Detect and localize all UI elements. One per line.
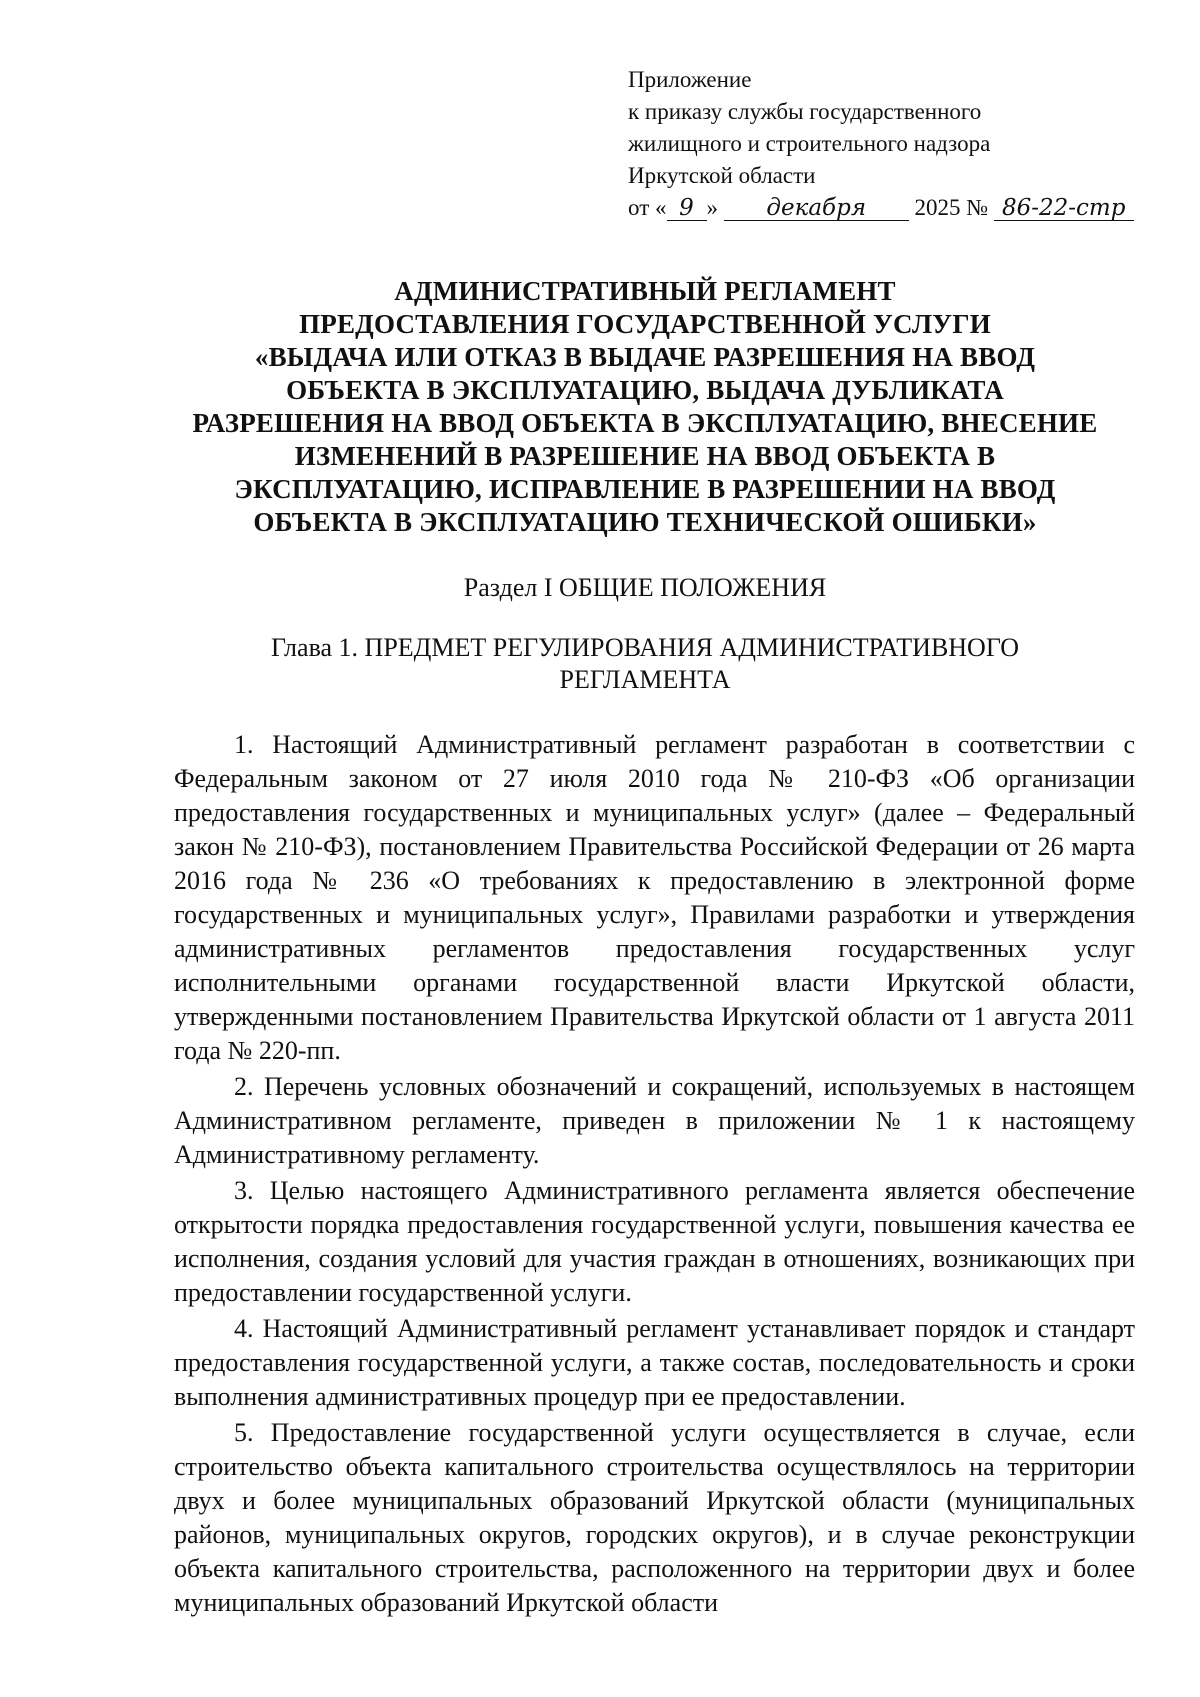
date-prefix: от « [628,195,667,220]
appendix-line: Приложение [628,67,752,92]
paragraph: 5. Предоставление государственной услуги осуществляется в случае, если строительство объекта капитального строительства осуществлялось на территории двух и более муниципальных образований Иркутской области (муниципальных районов, муниципальных округов, городских округов), и в случае реконструкции объекта капитального строительства, расположенного на территории двух и более муниципальных образований Иркутской области [174,1418,1135,1617]
title-line: ЭКСПЛУАТАЦИЮ, ИСПРАВЛЕНИЕ В РАЗРЕШЕНИИ НА ВВОД [234,474,1056,504]
year-label: 2025 № [914,195,989,220]
appendix-header [628,64,1148,224]
paragraph: 3. Целью настоящего Административного регламента является обеспечение открытости порядка предоставления государственной услуги, повышения качества ее исполнения, создания условий для участия граждан в отношениях, возникающих при предоставлении государственной услуги. [174,1176,1135,1307]
title-line: ПРЕДОСТАВЛЕНИЯ ГОСУДАРСТВЕННОЙ УСЛУГИ [299,309,991,339]
appendix-line: Иркутской области [628,163,816,188]
chapter-line: РЕГЛАМЕНТА [559,665,731,694]
paragraph: 2. Перечень условных обозначений и сокращений, используемых в настоящем Административном регламенте, приведен в приложении № 1 к настоящему Административному регламенту. [174,1072,1135,1169]
title-line: РАЗРЕШЕНИЯ НА ВВОД ОБЪЕКТА В ЭКСПЛУАТАЦИЮ, ВНЕСЕНИЕ [192,408,1098,438]
handwritten-order-number: 86-22-стр [994,196,1134,221]
title-line: АДМИНИСТРАТИВНЫЙ РЕГЛАМЕНТ [394,276,896,306]
title-line: ОБЪЕКТА В ЭКСПЛУАТАЦИЮ ТЕХНИЧЕСКОЙ ОШИБКИ» [253,507,1037,537]
chapter-heading [160,632,1130,696]
document-title [160,275,1130,539]
section-heading: Раздел I ОБЩИЕ ПОЛОЖЕНИЯ [463,573,827,602]
date-close: » [706,195,718,220]
handwritten-day: 9 [667,196,707,221]
order-date-line [628,192,1148,224]
paragraph: 1. Настоящий Административный регламент разработан в соответствии с Федеральным законом от 27 июля 2010 года № 210-ФЗ «Об организации предоставления государственных и муниципальных услуг» (далее – Федеральный закон № 210-ФЗ), постановлением Правительства Российской Федерации от 26 марта 2016 года № 236 «О требованиях к предоставлению в электронной форме государственных и муниципальных услуг», Правилами разработки и утверждения административных регламентов предоставления государственных услуг исполнительными органами государственной власти Иркутской области, утвержденными постановлением Правительства Иркутской области от 1 августа 2011 года № 220-пп. [174,730,1135,1065]
title-line: «ВЫДАЧА ИЛИ ОТКАЗ В ВЫДАЧЕ РАЗРЕШЕНИЯ НА ВВОД [254,342,1036,372]
chapter-line: Глава 1. ПРЕДМЕТ РЕГУЛИРОВАНИЯ АДМИНИСТРАТИВНОГО [270,633,1019,662]
handwritten-month: декабря [724,196,909,221]
paragraph: 4. Настоящий Административный регламент устанавливает порядок и стандарт предоставления государственной услуги, а также состав, последовательность и сроки выполнения административных процедур при ее предоставлении. [174,1314,1135,1411]
title-line: ОБЪЕКТА В ЭКСПЛУАТАЦИЮ, ВЫДАЧА ДУБЛИКАТА [286,375,1004,405]
title-line: ИЗМЕНЕНИЙ В РАЗРЕШЕНИЕ НА ВВОД ОБЪЕКТА В [294,441,996,471]
appendix-line: к приказу службы государственного [628,99,982,124]
document-body [174,728,1135,1622]
appendix-line: жилищного и строительного надзора [628,131,991,156]
